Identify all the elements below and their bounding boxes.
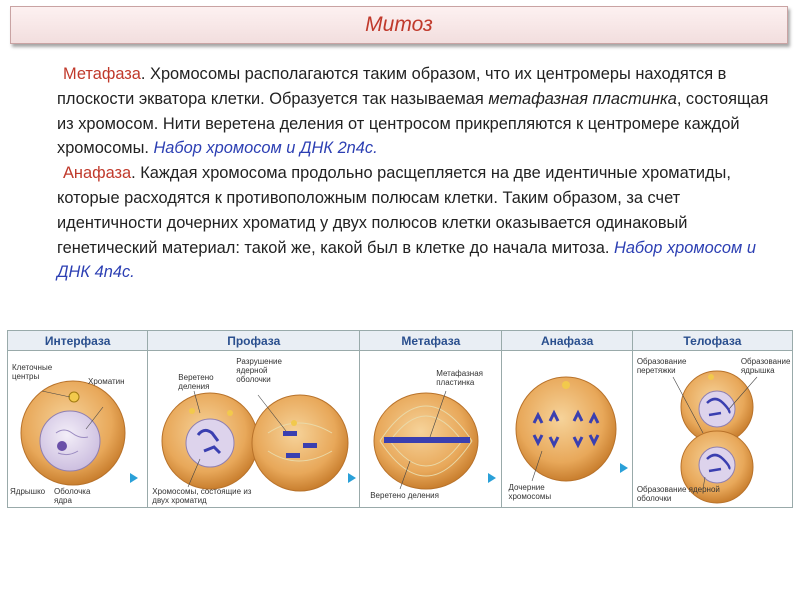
label-furrow: Образование перетяжки: [636, 357, 687, 375]
title-bar: [10, 6, 788, 44]
term-metaphase: Метафаза: [63, 65, 141, 83]
stage-telophase: [633, 331, 792, 507]
chromosome-set-4n4c: Набор хромосом и ДНК 4n4c.: [57, 238, 756, 282]
arrow-icon: [130, 473, 138, 483]
arrow-icon: [488, 473, 496, 483]
arrow-icon: [620, 463, 628, 473]
label-metaphase-plate: Метафазная пластинка: [436, 369, 483, 387]
page-title: Митоз: [365, 13, 433, 36]
stage-title: Интерфаза: [8, 331, 147, 351]
label-spindle: Веретено деления: [178, 373, 214, 391]
label-spindle: Веретено деления: [370, 491, 439, 500]
stage-metaphase: [360, 331, 502, 507]
paragraph-anaphase: [57, 161, 769, 285]
stage-title: Профаза: [148, 331, 359, 351]
text-block: [57, 62, 769, 285]
chromosome-set-2n4c: Набор хромосом и ДНК 2n4c.: [153, 139, 378, 158]
stage-anaphase: [502, 331, 632, 507]
mitosis-diagram: [7, 330, 793, 508]
label-chromosomes-two-chromatids: Хромосомы, состоящие из двух хроматид: [152, 487, 252, 505]
stage-interphase: [8, 331, 148, 507]
stage-prophase: [148, 331, 360, 507]
paragraph-text: . Хромосомы располагаются таким образом, что их центромеры находятся в плоскости экватора клетки. Образуется так называемая: [57, 65, 727, 108]
label-daughter-chromosomes: Дочерние хромосомы: [508, 483, 552, 501]
label-envelope-breakdown: Разрушение ядерной оболочки: [236, 357, 282, 384]
label-cell-centers: Клеточные центры: [12, 363, 53, 381]
stage-title: Анафаза: [502, 331, 631, 351]
label-nucleolus: Ядрышко: [10, 487, 46, 496]
paragraph-metaphase: [57, 62, 769, 161]
paragraph-text: . Каждая хромосома продольно расщепляется на две идентичные хроматиды, которые расходятся к противоположным полюсам клетки. Таким образом, за счет идентичности дочерних хроматид у двух полюсов клетки оказывается одинаковый генетический материал: такой же, какой был в клетке до начала митоза.: [57, 164, 731, 257]
term-anaphase: Анафаза: [63, 164, 132, 183]
label-nuclear-envelope: Оболочка ядра: [54, 487, 91, 505]
stage-title: Метафаза: [360, 331, 501, 351]
label-envelope-formation: Образование ядерной оболочки: [636, 485, 720, 503]
label-nucleolus-formation: Образование ядрышка: [740, 357, 791, 375]
term-metaphase-plate: метафазная пластинка: [488, 89, 677, 108]
stage-title: Телофаза: [633, 331, 792, 351]
arrow-icon: [348, 473, 356, 483]
paragraph-text: , состоящая из хромосом. Нити веретена деления от центросом прикрепляются к центромере каждой хромосомы.: [57, 89, 769, 158]
label-chromatin: Хроматин: [88, 377, 125, 386]
